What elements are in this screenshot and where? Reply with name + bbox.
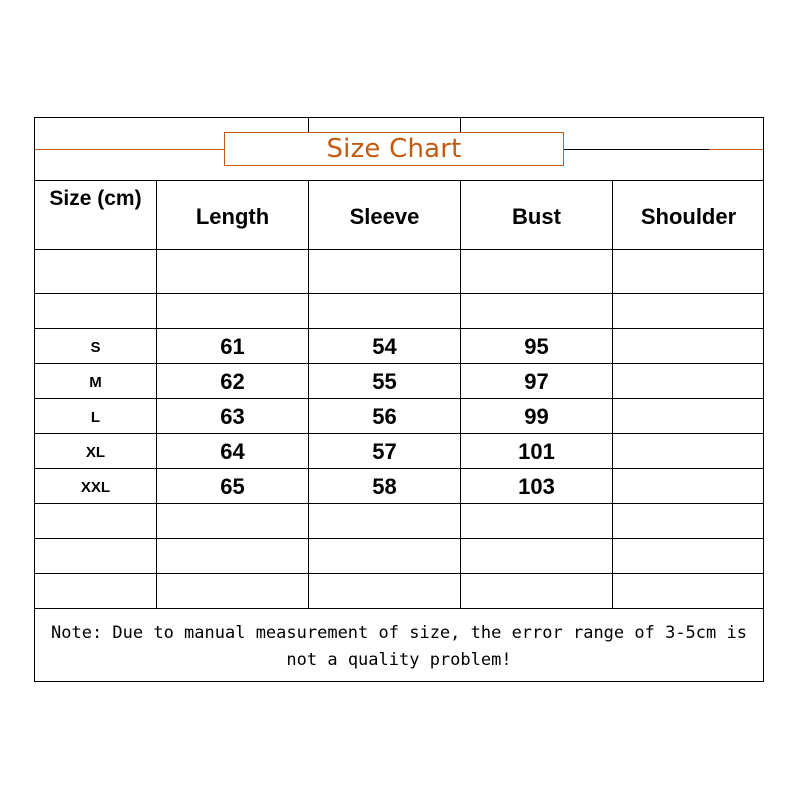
row-length-s: 61 bbox=[220, 334, 245, 359]
row-size-l: L bbox=[90, 408, 101, 426]
grid-line bbox=[34, 573, 764, 574]
row-bust-l: 99 bbox=[524, 404, 549, 429]
header-bust: Bust bbox=[512, 204, 561, 229]
row-length-l: 63 bbox=[220, 404, 245, 429]
grid-line bbox=[308, 117, 309, 133]
row-length-m: 62 bbox=[220, 369, 245, 394]
grid-line bbox=[34, 538, 764, 539]
row-length-xl: 64 bbox=[220, 439, 245, 464]
grid-line bbox=[460, 117, 461, 133]
row-size-s: S bbox=[90, 338, 101, 356]
header-shoulder: Shoulder bbox=[640, 204, 737, 229]
row-size-xxl: XXL bbox=[80, 478, 111, 496]
row-shoulder-xxl bbox=[613, 469, 764, 505]
grid-line bbox=[34, 293, 764, 294]
row-sleeve-m: 55 bbox=[372, 369, 397, 394]
row-size-m: M bbox=[89, 373, 102, 391]
page-title: Size Chart bbox=[224, 132, 564, 166]
row-bust-m: 97 bbox=[524, 369, 549, 394]
row-shoulder-s bbox=[613, 329, 764, 365]
row-sleeve-s: 54 bbox=[372, 334, 397, 359]
title-rule-right-dark bbox=[564, 149, 709, 150]
row-size-xl: XL bbox=[85, 443, 106, 461]
grid-line bbox=[34, 608, 764, 609]
row-bust-xl: 101 bbox=[518, 439, 555, 464]
row-sleeve-l: 56 bbox=[372, 404, 397, 429]
header-sleeve: Sleeve bbox=[349, 204, 420, 229]
row-shoulder-xl bbox=[613, 434, 764, 470]
row-bust-xxl: 103 bbox=[518, 474, 555, 499]
row-shoulder-l bbox=[613, 399, 764, 435]
header-length: Length bbox=[195, 204, 270, 229]
header-size: Size (cm) bbox=[49, 187, 142, 210]
row-length-xxl: 65 bbox=[220, 474, 245, 499]
title-rule-left bbox=[35, 149, 224, 150]
row-shoulder-m bbox=[613, 364, 764, 400]
row-bust-s: 95 bbox=[524, 334, 549, 359]
measurement-note: Note: Due to manual measurement of size, the error range of 3-5cm is not a quality problem! bbox=[51, 623, 747, 670]
row-sleeve-xl: 57 bbox=[372, 439, 397, 464]
row-sleeve-xxl: 58 bbox=[372, 474, 397, 499]
